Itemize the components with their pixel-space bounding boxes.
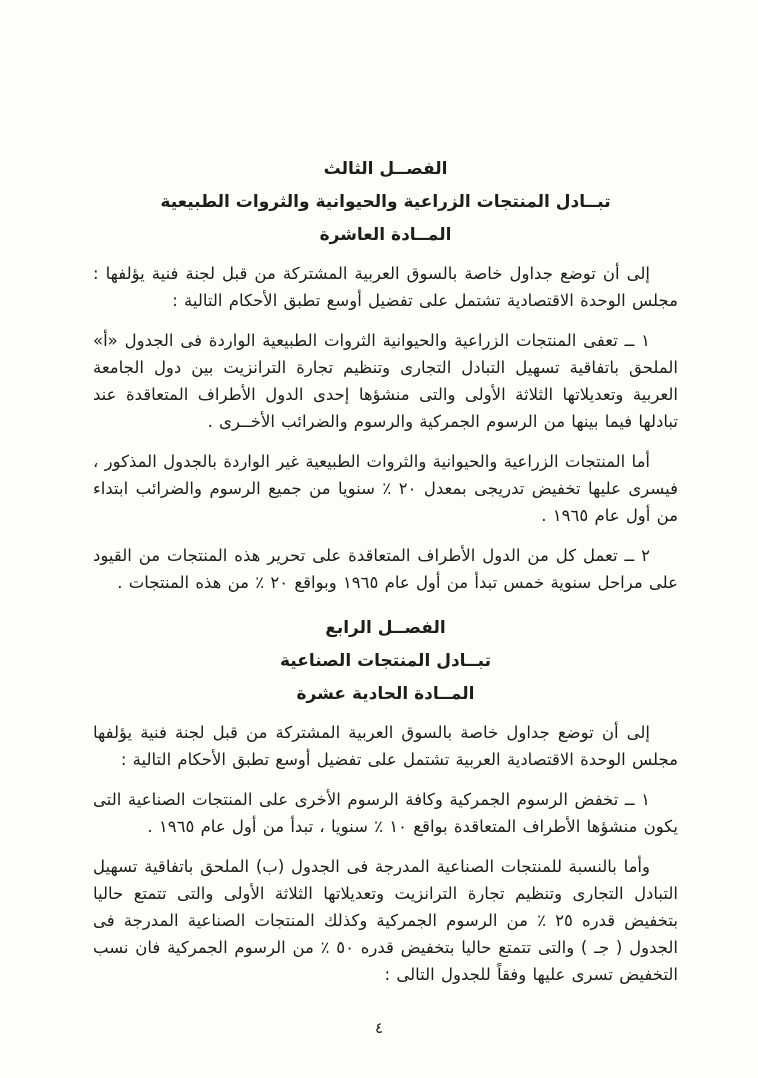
chapter-three-heading xyxy=(93,153,678,252)
article-title: المــادة العاشرة xyxy=(319,225,452,245)
chapter-subtitle: تبــادل المنتجات الزراعية والحيوانية والثروات الطبيعية xyxy=(160,192,611,212)
chapter-title: الفصــل الرابع xyxy=(325,618,446,638)
page-number: ٤ xyxy=(374,1019,384,1037)
chapter-four-heading xyxy=(93,612,678,711)
paragraph-exception-article-10: أما المنتجات الزراعية والحيوانية والثروات الطبيعية غير الواردة بالجدول المذكور ، فيسرى عليها تخفيض تدريجى بمعدل ٢٠ ٪ سنويا من جميع الرسوم والضرائب ابتداء من أول عام ١٩٦٥ . xyxy=(93,452,678,525)
paragraph-item-1-article-11: ١ ــ تخفض الرسوم الجمركية وكافة الرسوم الأخرى على المنتجات الصناعية التى يكون منشؤها الأطراف المتعاقدة بواقع ١٠ ٪ سنويا ، تبدأ من أول عام ١٩٦٥ . xyxy=(93,790,678,836)
paragraph-schedules-article-11: وأما بالنسبة للمنتجات الصناعية المدرجة فى الجدول (ب) الملحق باتفاقية تسهيل التبادل التجارى وتنظيم تجارة الترانزيت وتعديلاتها الثلاثة الأولى والتى تتمتع حاليا بتخفيض قدره ٢٥ ٪ من الرسوم الجمركية وكذلك المنتجات الصناعية المدرجة فى الجدول ( جـ ) والتى تتمتع حاليا بتخفيض قدره ٥٠ ٪ من الرسوم الجمركية فان نسب التخفيض تسرى عليها وفقاً للجدول التالى : xyxy=(93,857,678,984)
chapter-title: الفصــل الثالث xyxy=(323,159,448,179)
paragraph-intro-article-11: إلى أن توضع جداول خاصة بالسوق العربية المشتركة من قبل لجنة فنية يؤلفها مجلس الوحدة الاقتصادية العربية تشتمل على تفضيل أوسع تطبق الأحكام التالية : xyxy=(93,723,678,769)
article-title: المــادة الحادية عشرة xyxy=(296,684,475,704)
chapter-subtitle: تبــادل المنتجات الصناعية xyxy=(280,651,491,671)
document-content xyxy=(93,153,678,1001)
paragraph-item-1-article-10: ١ ــ تعفى المنتجات الزراعية والحيوانية الثروات الطبيعية الواردة فى الجدول «أ» الملحق باتفاقية تسهيل التبادل التجارى وتنظيم تجارة الترانزيت بين دول الجامعة العربية وتعديلاتها الثلاثة الأولى والتى منشؤها إحدى الدول الأطراف المتعاقدة عند تبادلها فيما بينها من الرسوم الجمركية والرسوم والضرائب الأخــرى . xyxy=(93,331,678,431)
paragraph-intro-article-10: إلى أن توضع جداول خاصة بالسوق العربية المشتركة من قبل لجنة فنية يؤلفها : مجلس الوحدة الاقتصادية تشتمل على تفضيل أوسع تطبق الأحكام التالية : xyxy=(93,264,678,310)
paragraph-item-2-article-10: ٢ ــ تعمل كل من الدول الأطراف المتعاقدة على تحرير هذه المنتجات من القيود على مراحل سنوية خمس تبدأ من أول عام ١٩٦٥ وبواقع ٢٠ ٪ من هذه المنتجات . xyxy=(93,546,678,592)
